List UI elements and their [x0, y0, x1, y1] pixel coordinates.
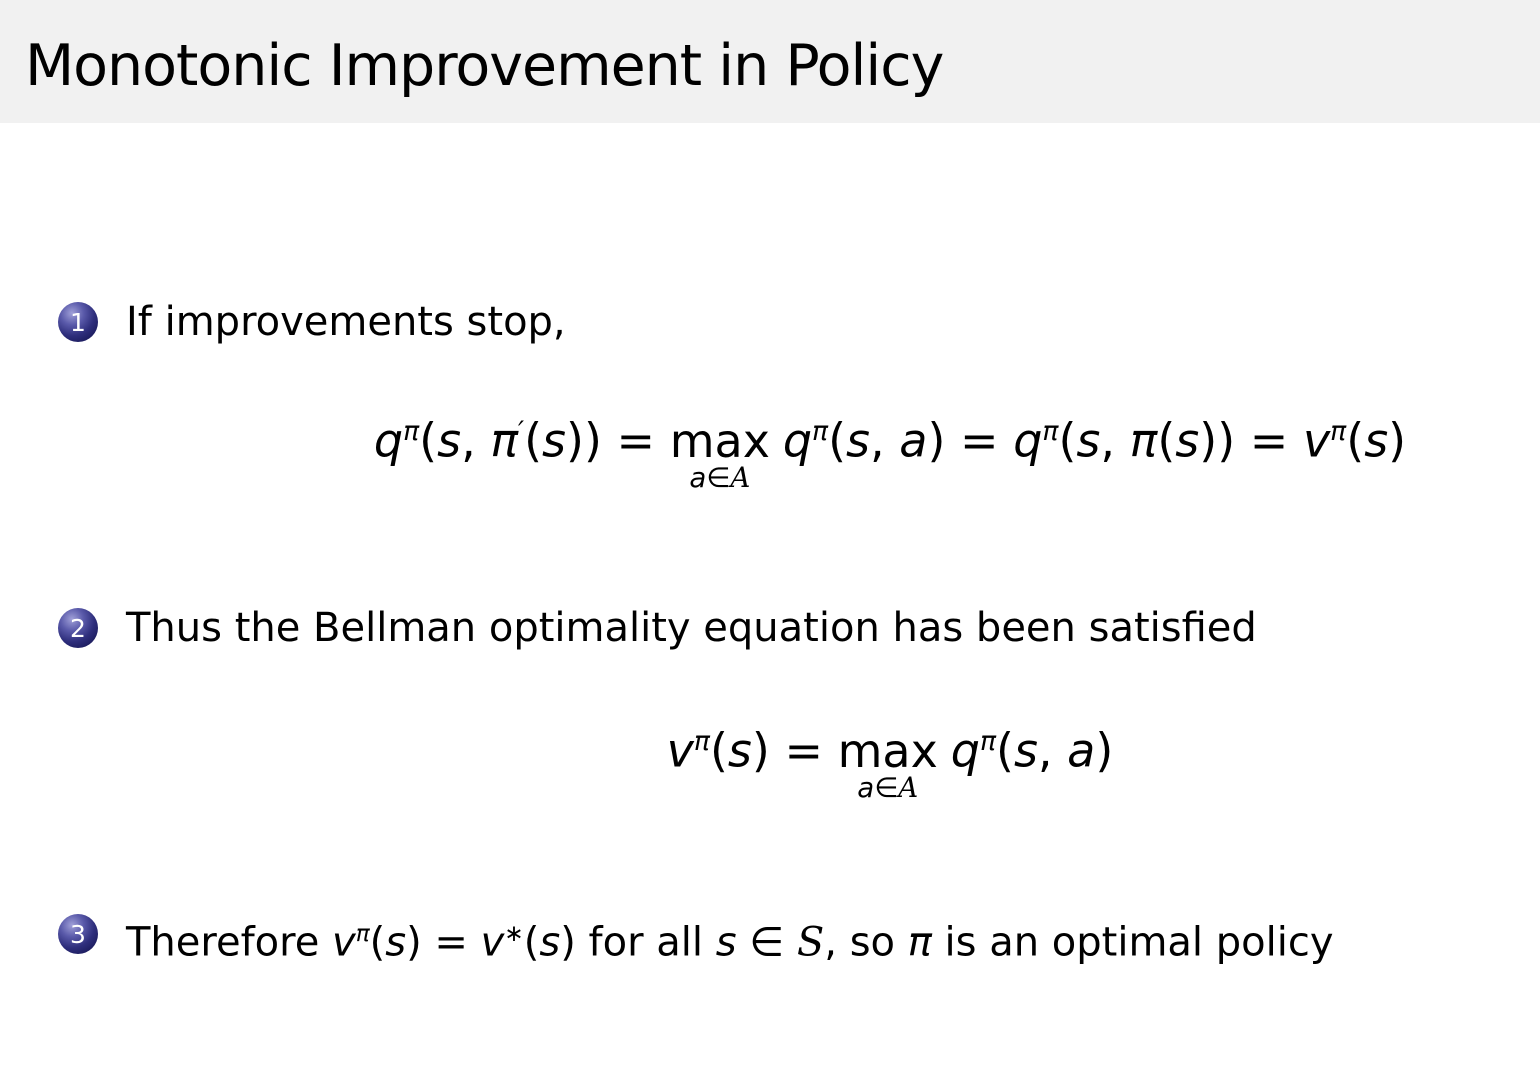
numbered-item-2 — [58, 604, 1520, 652]
item-2-text: Thus the Bellman optimality equation has been satisfied — [126, 605, 1257, 651]
enumeration-ball-1 — [58, 302, 98, 342]
numbered-item-3 — [58, 910, 1520, 966]
enumeration-ball-2 — [58, 608, 98, 648]
max-operator: max a∈A — [837, 723, 938, 804]
enumeration-ball-3 — [58, 914, 98, 954]
enumeration-number: 3 — [70, 919, 86, 949]
operator-underscript: a∈A — [689, 460, 751, 494]
enumeration-number: 2 — [70, 613, 86, 643]
enumeration-number: 1 — [70, 307, 86, 337]
item-3-text: Therefore $v^\pi(s) = v^∗(s)$ for all s ∈ S, so π is an optimal policy — [126, 919, 1334, 966]
max-operator: max a∈A — [669, 413, 770, 494]
numbered-item-1 — [58, 298, 1520, 346]
item-1-text: If improvements stop, — [126, 299, 566, 345]
equation-policy-improvement-stop: $q^\pi(s$, π′(s)) = max a∈A $q^\pi(s$, $a) = q^\pi(s$, $\pi(s)) = v^\pi(s)$ — [373, 413, 1407, 494]
equation-bellman-optimality: $v^\pi(s) = \max$ a∈A $q^\pi(s$, a) — [666, 723, 1114, 804]
operator-underscript: a∈A — [857, 770, 919, 804]
slide-header-bar — [0, 0, 1540, 123]
slide-title: Monotonic Improvement in Policy — [25, 33, 944, 99]
